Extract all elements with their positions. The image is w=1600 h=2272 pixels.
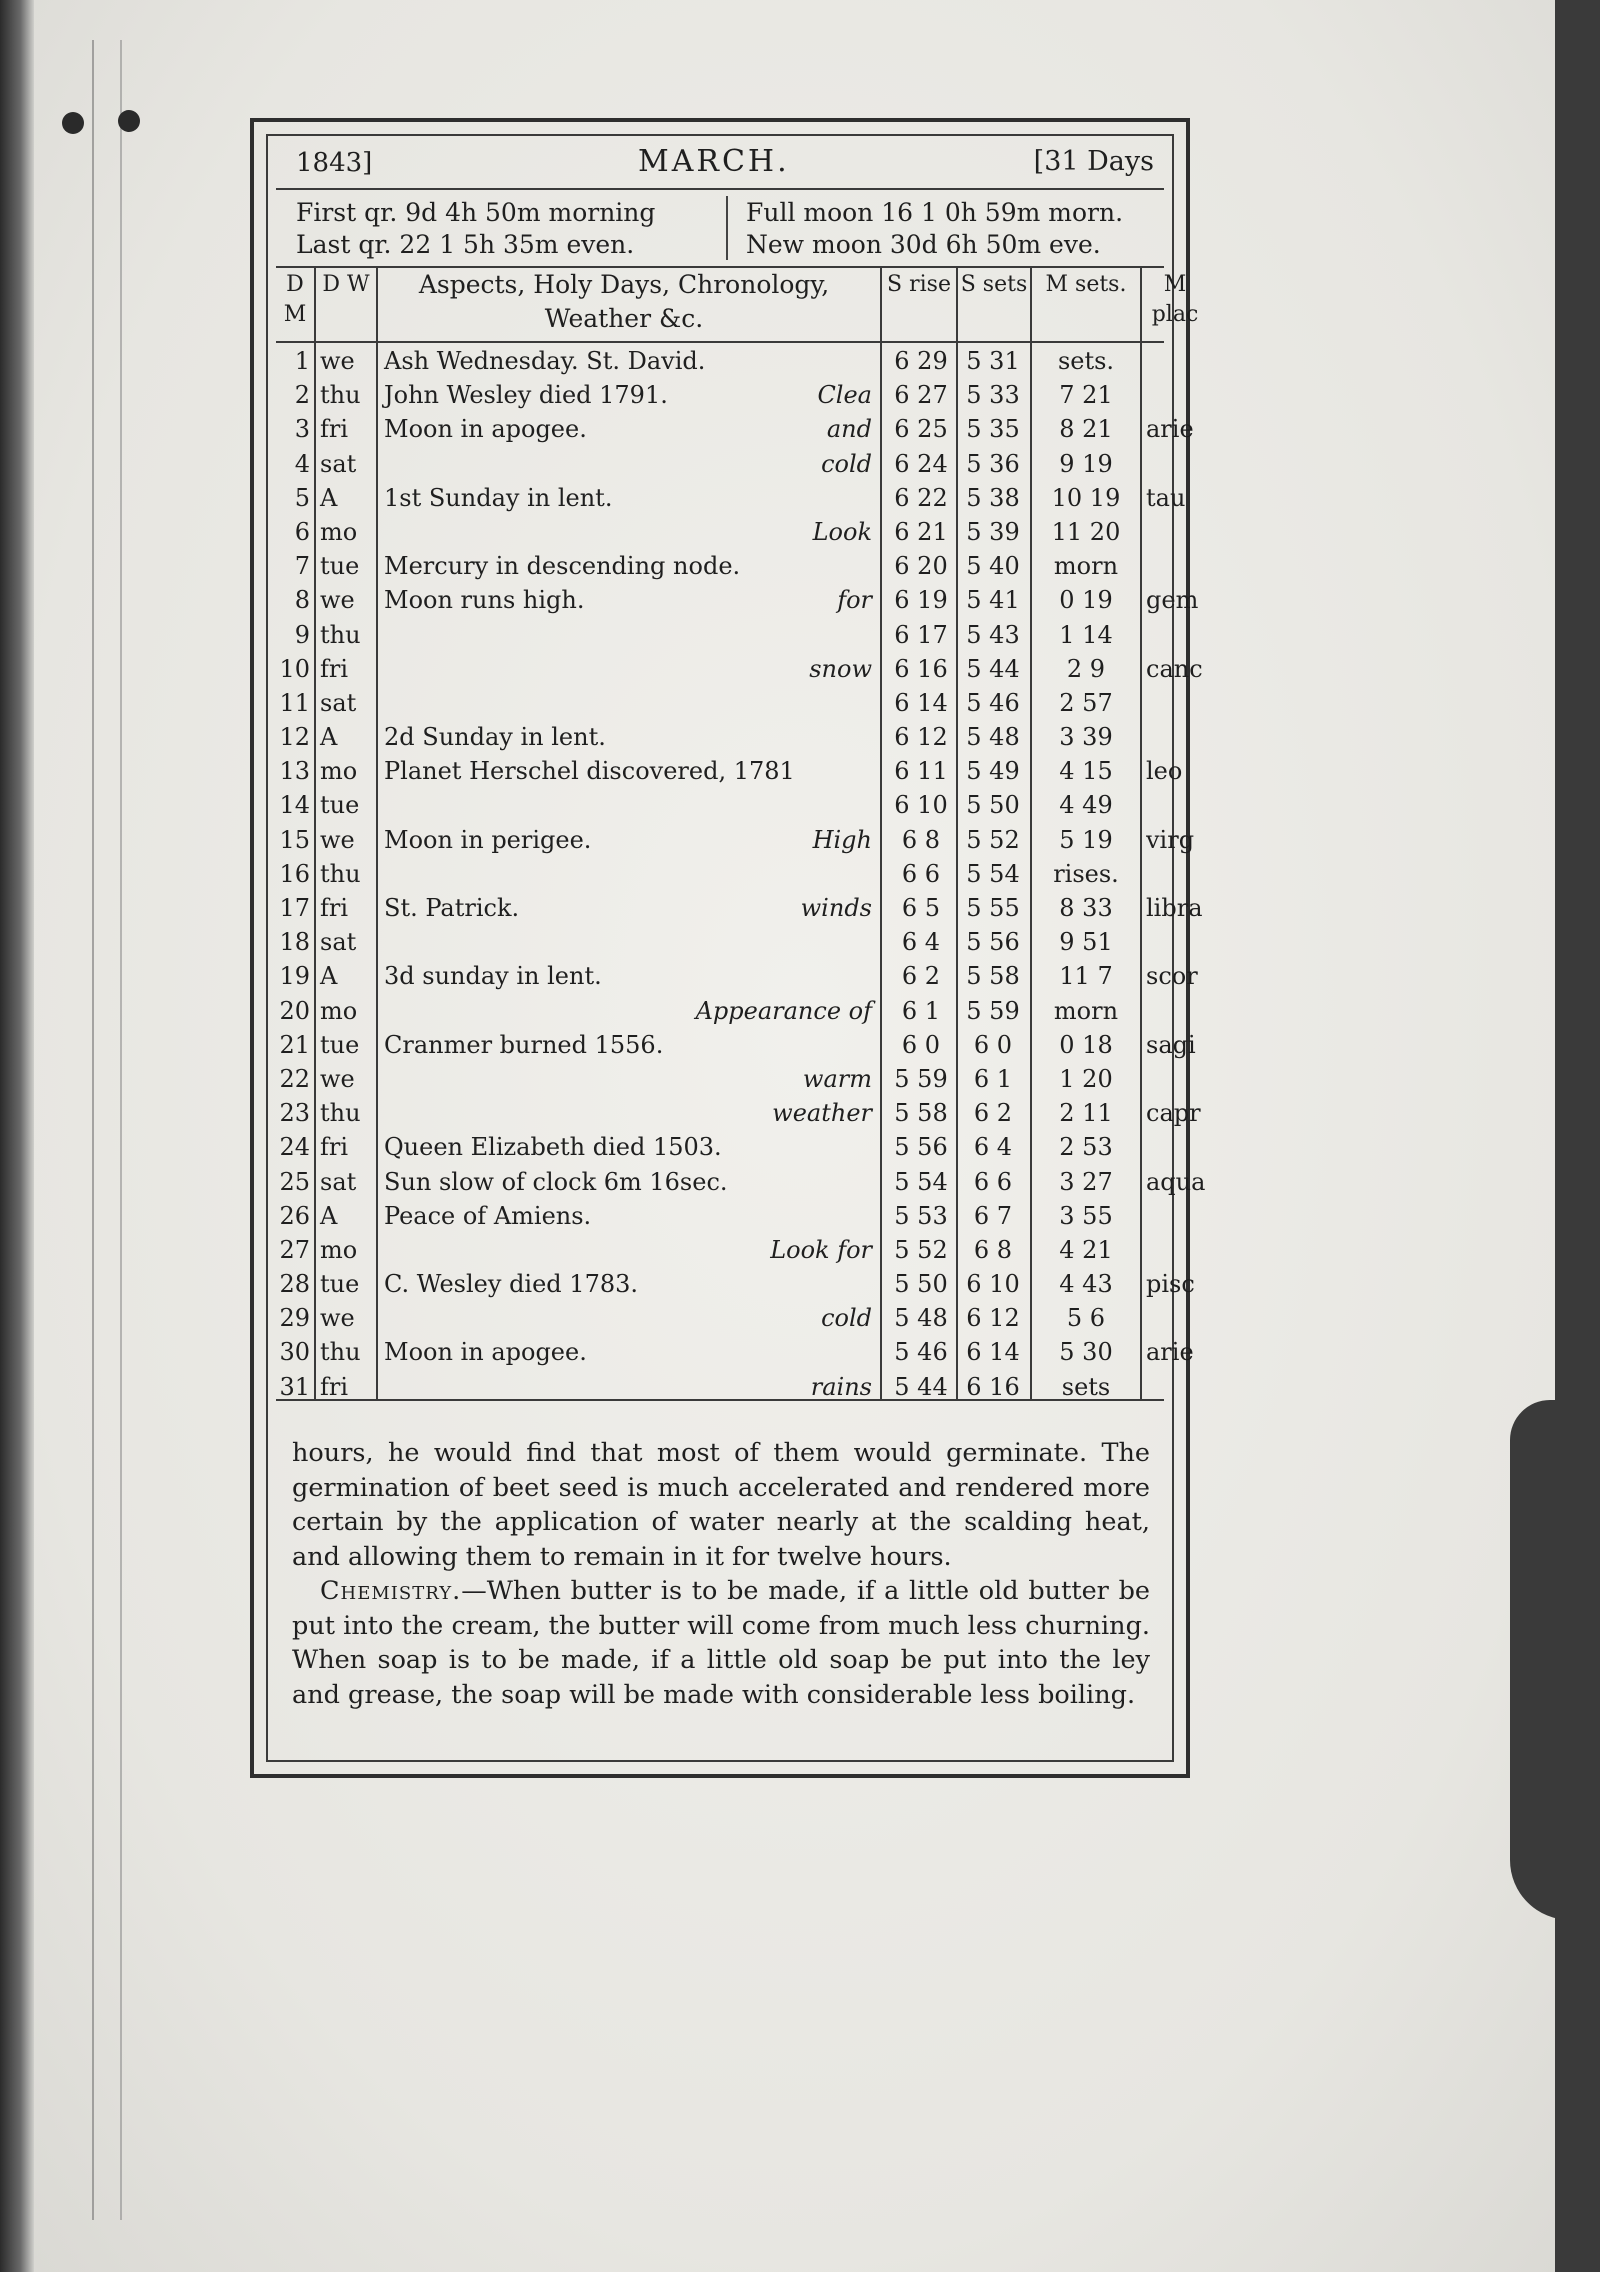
aspect-text: Moon in perigee. — [384, 825, 592, 854]
day-of-month: 1 — [294, 347, 310, 375]
paragraph-chemistry — [292, 1574, 1150, 1712]
sun-set: 6 12 — [966, 1304, 1020, 1333]
day-of-month: 14 — [279, 791, 310, 820]
day-of-month: 4 — [294, 449, 310, 478]
col-sun-sets: S sets — [960, 272, 1028, 297]
day-of-month: 21 — [279, 1030, 310, 1059]
weather-text: and — [826, 415, 872, 444]
weather-text: Look for — [770, 1235, 872, 1264]
col-sun-rise: S rise — [887, 272, 951, 297]
day-of-month: 9 — [294, 620, 310, 649]
table-row — [276, 447, 1164, 481]
col-moon-place: M plac — [1151, 272, 1199, 327]
moon-set: 0 18 — [1059, 1030, 1113, 1059]
moon-set: 7 21 — [1059, 381, 1113, 410]
moon-place: gem — [1146, 586, 1199, 615]
moon-divider — [726, 196, 728, 260]
day-of-month: 17 — [279, 894, 310, 922]
table-row — [276, 1370, 1164, 1404]
year-label: 1843] — [296, 148, 373, 178]
aspect-text: Peace of Amiens. — [384, 1201, 592, 1230]
moon-place: capr — [1146, 1099, 1201, 1128]
chemistry-text — [292, 1436, 1150, 1712]
sun-rise: 6 6 — [901, 859, 941, 888]
moon-set: 3 39 — [1059, 723, 1113, 752]
weather-text: for — [837, 586, 872, 615]
table-row — [276, 720, 1164, 754]
sun-set: 6 2 — [973, 1099, 1013, 1128]
sun-rise: 5 59 — [894, 1064, 948, 1093]
sun-set: 5 48 — [966, 723, 1020, 752]
sun-rise: 5 48 — [894, 1304, 948, 1333]
sun-set: 5 36 — [966, 449, 1020, 478]
moon-place: sagi — [1146, 1030, 1196, 1059]
chemistry-body: —When butter is to be made, if a little old butter be put into the cream, the butter will come from much less churning. When soap is to be made, if a little old soap be put into the ley and grease, the soap will be made with considerable less boiling. — [292, 1576, 1150, 1710]
table-row — [276, 378, 1164, 412]
table-row — [276, 412, 1194, 446]
moon-set: 3 55 — [1059, 1201, 1113, 1230]
table-row — [276, 1096, 1201, 1130]
sun-set: 6 8 — [973, 1235, 1013, 1264]
day-of-week: sat — [320, 449, 357, 478]
moon-set: morn — [1053, 996, 1119, 1025]
sun-rise: 5 52 — [894, 1235, 948, 1264]
day-of-week: A — [320, 962, 338, 991]
aspect-text: Moon runs high. — [384, 586, 585, 615]
day-of-week: mo — [320, 517, 358, 546]
almanac-inner-border — [266, 134, 1206, 1762]
aspect-text: Moon in apogee. — [384, 415, 587, 444]
day-of-week: mo — [320, 1235, 358, 1264]
day-of-week: thu — [320, 381, 361, 410]
table-row — [276, 1233, 1164, 1267]
weather-text: weather — [772, 1099, 872, 1128]
sun-rise: 6 21 — [894, 517, 948, 546]
moon-set: 4 49 — [1059, 791, 1113, 820]
moon-place: arie — [1146, 1338, 1194, 1367]
day-of-week: A — [320, 483, 338, 512]
table-row — [276, 344, 1164, 378]
sun-rise: 6 25 — [894, 415, 948, 444]
aspect-text: Cranmer burned 1556. — [384, 1030, 664, 1059]
moon-set: 11 20 — [1051, 517, 1121, 546]
table-row — [276, 1267, 1195, 1301]
full-moon: Full moon 16 1 0h 59m morn. — [746, 198, 1124, 227]
aspect-text: C. Wesley died 1783. — [384, 1270, 639, 1299]
month-title: MARCH. — [638, 144, 790, 179]
day-of-month: 3 — [294, 415, 310, 444]
day-of-week: we — [320, 347, 355, 375]
day-of-month: 23 — [279, 1099, 310, 1128]
moon-place: scor — [1146, 962, 1198, 991]
table-row — [276, 1199, 1164, 1233]
calendar-table — [276, 266, 1206, 1401]
table-row — [276, 994, 1164, 1028]
day-of-month: 29 — [279, 1304, 310, 1333]
aspect-text: Ash Wednesday. St. David. — [384, 347, 706, 375]
sun-set: 5 44 — [966, 654, 1020, 683]
sun-set: 6 7 — [973, 1201, 1013, 1230]
moon-set: 5 30 — [1059, 1338, 1113, 1367]
day-of-month: 31 — [279, 1372, 310, 1401]
sun-set: 5 46 — [966, 688, 1020, 717]
moon-set: 8 33 — [1059, 894, 1113, 922]
day-of-month: 2 — [294, 381, 310, 410]
moon-set: 0 19 — [1059, 586, 1113, 615]
sun-set: 5 54 — [966, 859, 1020, 888]
moon-place: virg — [1146, 825, 1195, 854]
day-of-week: A — [320, 723, 338, 752]
sun-set: 5 52 — [966, 825, 1020, 854]
moon-set: 5 19 — [1059, 825, 1113, 854]
binding-hole — [118, 110, 140, 132]
sun-set: 5 39 — [966, 517, 1020, 546]
day-of-week: fri — [320, 894, 349, 922]
aspect-text: Mercury in descending node. — [384, 552, 741, 581]
binding-stitching — [92, 40, 122, 2220]
chemistry-label: Chemistry. — [320, 1576, 462, 1606]
sun-set: 6 1 — [973, 1064, 1013, 1093]
col-moon-sets: M sets. — [1045, 272, 1127, 297]
moon-phases-box — [276, 188, 1164, 268]
aspect-text: St. Patrick. — [384, 894, 520, 922]
col-aspects: Aspects, Holy Days, Chronology, Weather &c. — [418, 270, 830, 333]
moon-set: 5 6 — [1066, 1304, 1106, 1333]
day-of-month: 7 — [294, 552, 310, 581]
day-of-week: sat — [320, 1167, 357, 1196]
aspect-text: Sun slow of clock 6m 16sec. — [384, 1167, 728, 1196]
day-of-week: fri — [320, 1133, 349, 1162]
table-row — [276, 1335, 1194, 1369]
day-of-week: fri — [320, 415, 349, 444]
binding-hole — [62, 112, 84, 134]
day-of-month: 30 — [279, 1338, 310, 1367]
moon-set: 2 11 — [1059, 1099, 1113, 1128]
weather-text: Appearance of — [695, 996, 872, 1025]
paragraph-germination: hours, he would find that most of them would germinate. The germination of beet seed is much accelerated and rendered more certain by the application of water nearly at the scalding heat, and allowing them to remain in it for twelve hours. — [292, 1438, 1150, 1572]
sun-rise: 5 44 — [894, 1372, 948, 1401]
almanac-page-frame — [250, 118, 1206, 1778]
col-day-of-week: D W — [322, 272, 370, 297]
day-of-month: 15 — [279, 825, 310, 854]
table-row — [276, 754, 1183, 788]
sun-rise: 6 17 — [894, 620, 948, 649]
day-of-week: thu — [320, 859, 361, 888]
moon-set: 2 57 — [1059, 688, 1113, 717]
aspect-text: 1st Sunday in lent. — [384, 483, 613, 512]
moon-set: 9 19 — [1059, 449, 1113, 478]
moon-set: 11 7 — [1059, 962, 1113, 991]
sun-rise: 6 11 — [894, 757, 948, 786]
aspect-text: Planet Herschel discovered, 1781 — [384, 757, 795, 786]
sun-set: 5 41 — [966, 586, 1020, 615]
moon-set: 4 43 — [1059, 1270, 1113, 1299]
sun-set: 5 40 — [966, 552, 1020, 581]
moon-set: 2 9 — [1066, 654, 1106, 683]
day-of-month: 22 — [279, 1064, 310, 1093]
table-row — [276, 788, 1164, 822]
sun-rise: 6 2 — [901, 962, 941, 991]
day-of-month: 19 — [279, 962, 310, 991]
book-spine-shadow — [0, 0, 34, 2272]
moon-set: 1 20 — [1059, 1064, 1113, 1093]
sun-rise: 6 29 — [894, 347, 948, 375]
sun-rise: 5 56 — [894, 1133, 948, 1162]
weather-text: snow — [809, 654, 872, 683]
day-of-week: mo — [320, 757, 358, 786]
sun-rise: 6 5 — [901, 894, 941, 922]
sun-rise: 5 53 — [894, 1201, 948, 1230]
moon-place: canc — [1146, 654, 1203, 683]
moon-set: 10 19 — [1051, 483, 1121, 512]
table-row — [276, 1130, 1164, 1164]
aspect-text: John Wesley died 1791. — [384, 381, 668, 410]
weather-text: Look — [812, 517, 872, 546]
table-row — [276, 686, 1164, 720]
new-moon: New moon 30d 6h 50m eve. — [746, 230, 1101, 259]
sun-set: 5 35 — [966, 415, 1020, 444]
moon-set: rises. — [1053, 859, 1119, 888]
moon-place: tau — [1146, 483, 1186, 512]
weather-text: High — [812, 825, 872, 854]
sun-rise: 6 10 — [894, 791, 948, 820]
sun-set: 5 38 — [966, 483, 1020, 512]
day-of-week: we — [320, 825, 355, 854]
sun-set: 6 4 — [973, 1133, 1013, 1162]
moon-set: morn — [1053, 552, 1119, 581]
table-row — [276, 549, 1164, 583]
day-of-month: 12 — [279, 723, 310, 752]
sun-set: 5 55 — [966, 894, 1020, 922]
sun-rise: 6 14 — [894, 688, 948, 717]
day-of-month: 28 — [279, 1270, 310, 1299]
moon-set: 3 27 — [1059, 1167, 1113, 1196]
moon-set: sets. — [1057, 347, 1115, 375]
sun-set: 5 59 — [966, 996, 1020, 1025]
header-rule — [276, 341, 1164, 343]
day-of-month: 11 — [279, 688, 310, 717]
day-of-month: 10 — [279, 654, 310, 683]
day-of-month: 5 — [294, 483, 310, 512]
moon-set: 9 51 — [1059, 928, 1113, 957]
moon-place: aqua — [1146, 1167, 1206, 1196]
sun-rise: 6 16 — [894, 654, 948, 683]
sun-rise: 5 54 — [894, 1167, 948, 1196]
table-row — [276, 481, 1186, 515]
sun-rise: 5 46 — [894, 1338, 948, 1367]
day-of-month: 13 — [279, 757, 310, 786]
moon-place: arie — [1146, 415, 1194, 444]
sun-set: 6 16 — [966, 1372, 1020, 1401]
sun-set: 5 43 — [966, 620, 1020, 649]
day-of-month: 6 — [294, 517, 310, 546]
day-of-week: thu — [320, 1099, 361, 1128]
table-row — [276, 823, 1195, 857]
page-edge-shadow — [1555, 0, 1600, 2272]
day-of-week: fri — [320, 654, 349, 683]
day-of-week: A — [320, 1201, 338, 1230]
moon-set: sets — [1061, 1372, 1111, 1401]
table-row — [276, 857, 1164, 891]
day-of-week: tue — [320, 791, 360, 820]
weather-text: rains — [810, 1372, 872, 1401]
sun-set: 6 14 — [966, 1338, 1020, 1367]
sun-rise: 6 12 — [894, 723, 948, 752]
day-of-week: we — [320, 586, 355, 615]
day-of-month: 18 — [279, 928, 310, 957]
sun-rise: 6 4 — [901, 928, 941, 957]
sun-set: 6 6 — [973, 1167, 1013, 1196]
table-row — [276, 1062, 1164, 1096]
sun-set: 5 31 — [966, 347, 1020, 375]
day-of-week: mo — [320, 996, 358, 1025]
day-of-month: 25 — [279, 1167, 310, 1196]
sun-rise: 6 20 — [894, 552, 948, 581]
sun-set: 5 33 — [966, 381, 1020, 410]
table-row — [276, 1301, 1164, 1335]
day-of-week: sat — [320, 928, 357, 957]
weather-text: warm — [802, 1064, 872, 1093]
table-row — [276, 925, 1164, 959]
moon-place: leo — [1146, 757, 1183, 786]
moon-set: 4 21 — [1059, 1235, 1113, 1264]
aspect-text: Moon in apogee. — [384, 1338, 587, 1367]
sun-rise: 6 24 — [894, 449, 948, 478]
table-row — [276, 618, 1164, 652]
table-row — [276, 891, 1203, 925]
first-quarter: First qr. 9d 4h 50m morning — [296, 198, 656, 227]
calendar-rows — [276, 344, 1206, 1404]
moon-place: pisc — [1146, 1270, 1195, 1299]
month-header — [268, 136, 1172, 186]
sun-rise: 5 58 — [894, 1099, 948, 1128]
day-of-week: tue — [320, 1030, 360, 1059]
day-of-month: 27 — [279, 1235, 310, 1264]
moon-set: 1 14 — [1059, 620, 1113, 649]
day-of-week: we — [320, 1064, 355, 1093]
table-row — [276, 652, 1203, 686]
day-of-week: sat — [320, 688, 357, 717]
day-of-month: 26 — [279, 1201, 310, 1230]
day-of-week: we — [320, 1304, 355, 1333]
weather-text: Clea — [817, 381, 872, 410]
sun-rise: 6 8 — [901, 825, 941, 854]
day-of-month: 16 — [279, 859, 310, 888]
day-of-month: 24 — [279, 1133, 310, 1162]
aspect-text: Queen Elizabeth died 1503. — [384, 1133, 722, 1162]
moon-set: 2 53 — [1059, 1133, 1113, 1162]
day-of-month: 8 — [294, 586, 310, 615]
days-count: [31 Days — [1033, 146, 1154, 177]
torn-page-edge — [1510, 1400, 1600, 1920]
table-row — [276, 515, 1164, 549]
day-of-week: thu — [320, 1338, 361, 1367]
last-quarter: Last qr. 22 1 5h 35m even. — [296, 230, 635, 259]
weather-text: winds — [800, 894, 872, 922]
day-of-week: tue — [320, 1270, 360, 1299]
table-row — [276, 1165, 1206, 1199]
day-of-week: tue — [320, 552, 360, 581]
sun-rise: 5 50 — [894, 1270, 948, 1299]
aspect-text: 3d sunday in lent. — [384, 962, 602, 991]
weather-text: cold — [821, 1304, 872, 1333]
day-of-month: 20 — [279, 996, 310, 1025]
col-day-of-month: D M — [283, 272, 307, 327]
table-row — [276, 1028, 1196, 1062]
moon-set: 4 15 — [1059, 757, 1113, 786]
table-row — [276, 959, 1198, 993]
sun-set: 5 49 — [966, 757, 1020, 786]
sun-rise: 6 19 — [894, 586, 948, 615]
sun-rise: 6 1 — [901, 996, 941, 1025]
sun-rise: 6 0 — [901, 1030, 941, 1059]
moon-place: libra — [1146, 894, 1203, 922]
day-of-week: thu — [320, 620, 361, 649]
sun-set: 5 56 — [966, 928, 1020, 957]
moon-set: 8 21 — [1059, 415, 1113, 444]
aspect-text: 2d Sunday in lent. — [384, 723, 606, 752]
sun-rise: 6 22 — [894, 483, 948, 512]
day-of-week: fri — [320, 1372, 349, 1401]
sun-set: 6 0 — [973, 1030, 1013, 1059]
table-row — [276, 583, 1199, 617]
weather-text: cold — [821, 449, 872, 478]
sun-set: 5 58 — [966, 962, 1020, 991]
sun-rise: 6 27 — [894, 381, 948, 410]
sun-set: 6 10 — [966, 1270, 1020, 1299]
sun-set: 5 50 — [966, 791, 1020, 820]
